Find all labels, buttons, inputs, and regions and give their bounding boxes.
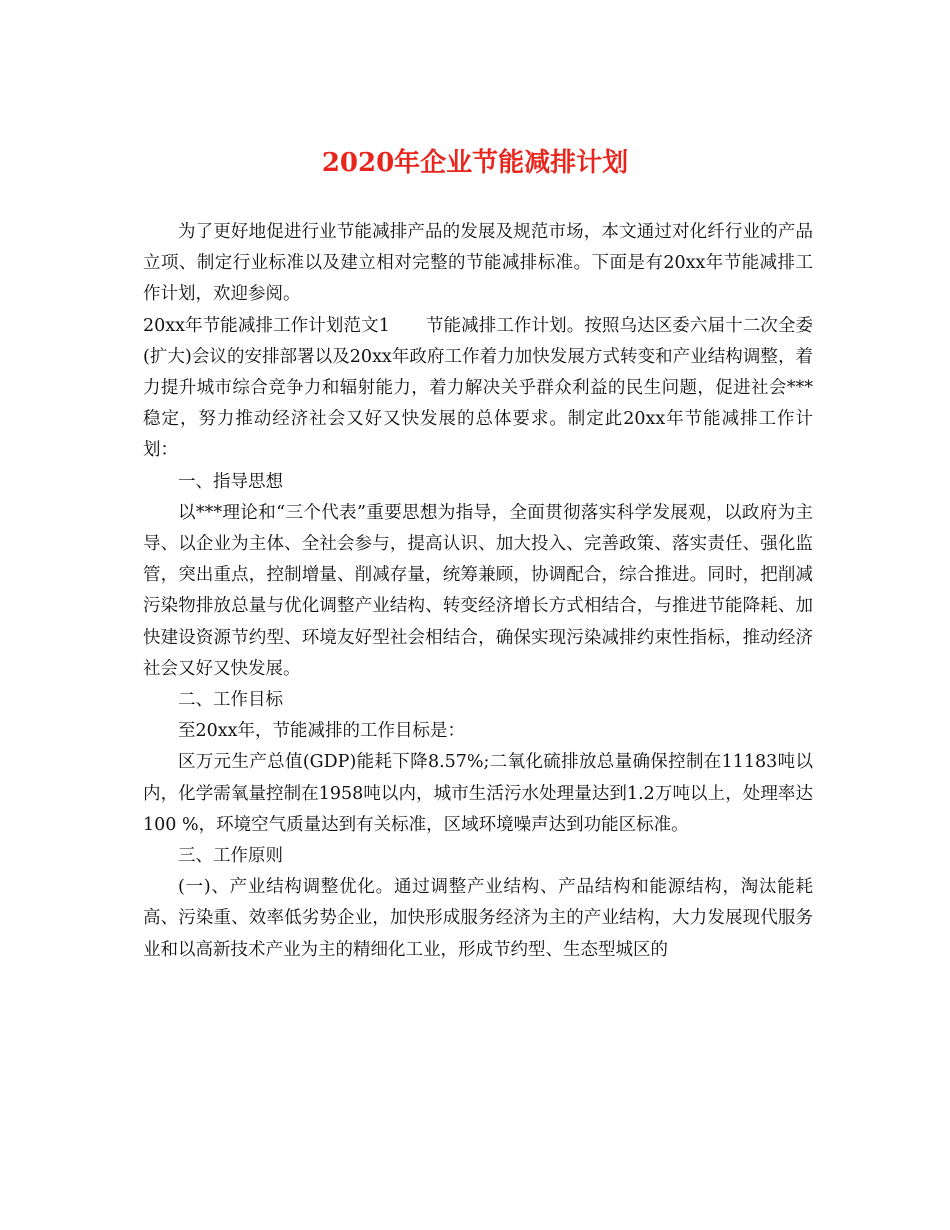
document-body (143, 217, 813, 966)
document-title: 2020年企业节能减排计划 (321, 148, 629, 178)
section-heading-guiding-ideology: 一、指导思想 (178, 471, 283, 492)
work-goals-intro: 至20xx年，节能减排的工作目标是： (178, 721, 466, 742)
sample-heading: 20xx年节能减排工作计划范文1 (143, 315, 390, 336)
work-principles-paragraph: (一)、产业结构调整优化。通过调整产业结构、产品结构和能源结构，淘汰能耗高、污染重、效率低劣势企业，加快形成服务经济为主的产业结构，大力发展现代服务业和以高新技术产业为主的精细化工业，形成节约型、生态型城区的 (143, 877, 813, 960)
section-heading-work-principles: 三、工作原则 (178, 846, 283, 867)
intro-paragraph: 为了更好地促进行业节能减排产品的发展及规范市场，本文通过对化纤行业的产品立项、制定行业标准以及建立相对完整的节能减排标准。下面是有20xx年节能减排工作计划，欢迎参阅。 (143, 222, 813, 305)
guiding-ideology-paragraph: 以***理论和“三个代表”重要思想为指导，全面贯彻落实科学发展观，以政府为主导、以企业为主体、全社会参与，提高认识、加大投入、完善政策、落实责任、强化监管，突出重点，控制增量、削减存量，统筹兼顾，协调配合，综合推进。同时，把削减污染物排放总量与优化调整产业结构、转变经济增长方式相结合，与推进节能降耗、加快建设资源节约型、环境友好型社会相结合，确保实现污染减排约束性指标，推动经济社会又好又快发展。 (143, 502, 813, 679)
sample-paragraph (143, 311, 813, 467)
sample-text: 节能减排工作计划。按照乌达区委六届十二次全委(扩大)会议的安排部署以及20xx年政府工作着力加快发展方式转变和产业结构调整，着力提升城市综合竞争力和辐射能力，着力解决关乎群众利益的民生问题，促进社会***稳定，努力推动经济社会又好又快发展的总体要求。制定此20xx年节能减排工作计划： (143, 315, 814, 461)
section-heading-work-goals: 二、工作目标 (178, 690, 283, 711)
work-goals-paragraph: 区万元生产总值(GDP)能耗下降8.57%;二氧化硫排放总量确保控制在11183吨以内，化学需氧量控制在1958吨以内，城市生活污水处理量达到1.2万吨以上，处理率达100 %，环境空气质量达到有关标准，区域环境噪声达到功能区标准。 (143, 752, 813, 835)
